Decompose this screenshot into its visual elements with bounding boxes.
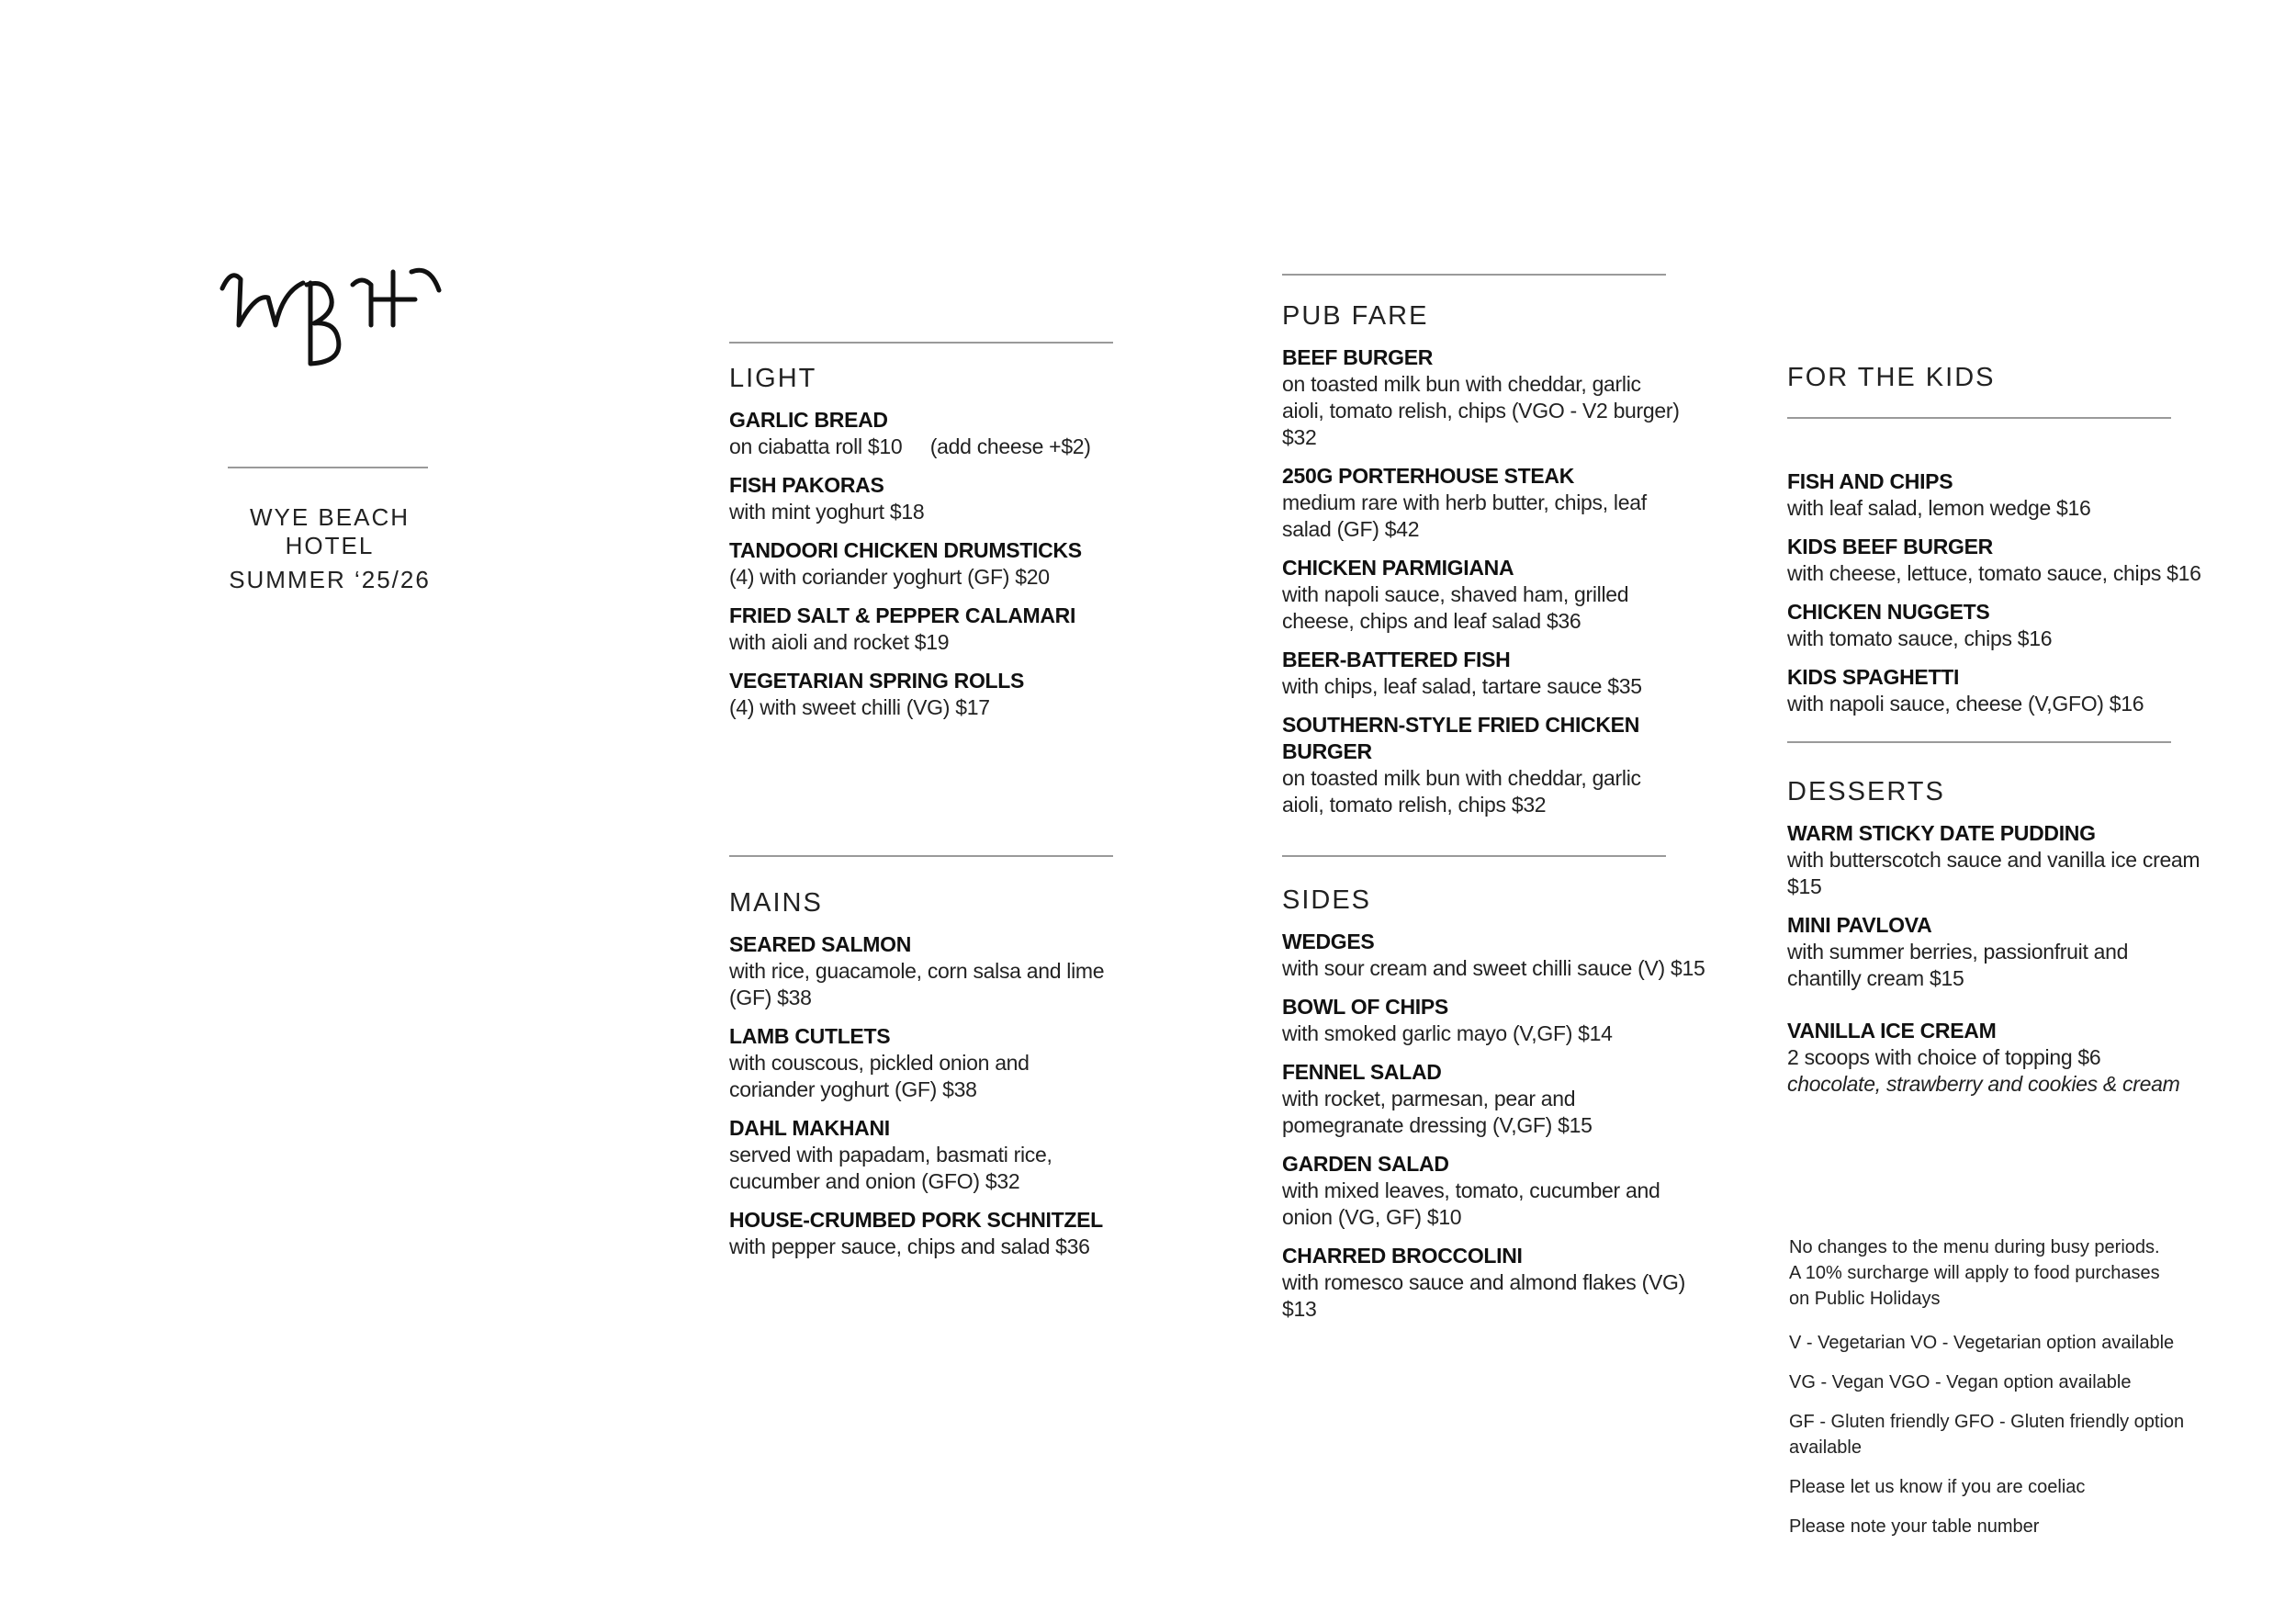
- item-name: GARLIC BREAD: [729, 408, 888, 432]
- legend-vegan: VG - Vegan VGO - Vegan option available: [1789, 1372, 2132, 1392]
- item-name: SEARED SALMON: [729, 932, 912, 956]
- section-mains: [729, 888, 1115, 1272]
- item-desc: with napoli sauce, shaved ham, grilled cheese, chips and leaf salad $36: [1282, 582, 1629, 633]
- item-desc: with mixed leaves, tomato, cucumber and onion (VG, GF) $10: [1282, 1178, 1660, 1229]
- item-desc: with rice, guacamole, corn salsa and lime (GF) $38: [729, 959, 1105, 1009]
- menu-notes: [1789, 1234, 2230, 1553]
- item-desc: (4) with coriander yoghurt (GF) $20: [729, 565, 1050, 589]
- menu-item: [729, 1115, 1115, 1195]
- item-desc: medium rare with herb butter, chips, leaf salad (GF) $42: [1282, 490, 1647, 541]
- legend-vegetarian: V - Vegetarian VO - Vegetarian option available: [1789, 1333, 2175, 1353]
- hotel-name: WYE BEACH HOTEL: [249, 503, 411, 559]
- item-name: CHARRED BROCCOLINI: [1282, 1244, 1523, 1268]
- menu-item: [1282, 1243, 1714, 1323]
- menu-item: [729, 1023, 1115, 1103]
- pub-fare-divider: [1282, 274, 1666, 276]
- section-title: SIDES: [1282, 885, 1372, 915]
- menu-item: [1282, 1059, 1714, 1139]
- item-desc: 2 scoops with choice of topping $6: [1787, 1045, 2101, 1069]
- item-name: VANILLA ICE CREAM: [1787, 1019, 1997, 1043]
- coeliac-note: Please let us know if you are coeliac: [1789, 1477, 2086, 1497]
- section-kids: [1787, 363, 2210, 729]
- sides-divider: [1282, 855, 1666, 857]
- item-name: BOWL OF CHIPS: [1282, 995, 1448, 1019]
- section-title: DESSERTS: [1787, 777, 1945, 806]
- item-desc: with romesco sauce and almond flakes (VG) $13: [1282, 1270, 1685, 1321]
- item-desc: with smoked garlic mayo (V,GF) $14: [1282, 1021, 1613, 1045]
- note-line: on Public Holidays: [1789, 1289, 1941, 1309]
- item-name: FRIED SALT & PEPPER CALAMARI: [729, 603, 1076, 627]
- menu-item: [1787, 664, 2210, 717]
- item-name: TANDOORI CHICKEN DRUMSTICKS: [729, 538, 1082, 562]
- item-name: KIDS SPAGHETTI: [1787, 665, 1960, 689]
- menu-item: [729, 668, 1152, 721]
- item-name: FISH PAKORAS: [729, 473, 884, 497]
- legend-gluten: GF - Gluten friendly GFO - Gluten friendly option available: [1789, 1412, 2185, 1458]
- item-desc: with sour cream and sweet chilli sauce (V) $15: [1282, 956, 1705, 980]
- section-desserts: [1787, 777, 2200, 1110]
- menu-item: [729, 603, 1152, 656]
- section-sides: [1282, 885, 1714, 1335]
- menu-item: [729, 537, 1152, 591]
- light-divider: [729, 342, 1113, 344]
- item-name: 250G PORTERHOUSE STEAK: [1282, 464, 1575, 488]
- section-title: FOR THE KIDS: [1787, 363, 1996, 392]
- item-desc: with mint yoghurt $18: [729, 500, 925, 524]
- item-name: GARDEN SALAD: [1282, 1152, 1449, 1176]
- item-name: KIDS BEEF BURGER: [1787, 535, 1993, 558]
- item-name: VEGETARIAN SPRING ROLLS: [729, 669, 1025, 693]
- section-title: MAINS: [729, 888, 823, 918]
- menu-item: [729, 931, 1115, 1011]
- desserts-divider: [1787, 741, 2171, 743]
- menu-item: [1282, 647, 1686, 700]
- item-name: WEDGES: [1282, 930, 1375, 953]
- item-name: BEEF BURGER: [1282, 345, 1434, 369]
- item-desc: with tomato sauce, chips $16: [1787, 626, 2053, 650]
- item-name: SOUTHERN-STYLE FRIED CHICKEN BURGER: [1282, 713, 1640, 763]
- section-light: [729, 364, 1152, 733]
- item-desc: with butterscotch sauce and vanilla ice cream $15: [1787, 848, 2200, 898]
- item-desc: with cheese, lettuce, tomato sauce, chips $16: [1787, 561, 2201, 585]
- item-name: HOUSE-CRUMBED PORK SCHNITZEL: [729, 1208, 1103, 1232]
- section-pub-fare: [1282, 301, 1686, 830]
- section-title: LIGHT: [729, 364, 817, 393]
- menu-item: [1787, 912, 2200, 992]
- item-name: BEER-BATTERED FISH: [1282, 648, 1511, 671]
- menu-item: [1282, 712, 1686, 818]
- mains-divider: [729, 855, 1113, 857]
- menu-item: [729, 1207, 1115, 1260]
- item-desc: with napoli sauce, cheese (V,GFO) $16: [1787, 692, 2144, 716]
- item-desc: with chips, leaf salad, tartare sauce $35: [1282, 674, 1642, 698]
- menu-item: [1787, 468, 2210, 522]
- item-desc: with summer berries, passionfruit and chantilly cream $15: [1787, 940, 2129, 990]
- item-desc: with pepper sauce, chips and salad $36: [729, 1234, 1090, 1258]
- item-name: FENNEL SALAD: [1282, 1060, 1442, 1084]
- item-name: DAHL MAKHANI: [729, 1116, 890, 1140]
- item-name: FISH AND CHIPS: [1787, 469, 1953, 493]
- wbh-logo-icon: [219, 257, 443, 373]
- item-desc: with leaf salad, lemon wedge $16: [1787, 496, 2091, 520]
- item-desc: with aioli and rocket $19: [729, 630, 950, 654]
- item-name: WARM STICKY DATE PUDDING: [1787, 821, 2096, 845]
- item-name: CHICKEN NUGGETS: [1787, 600, 1990, 624]
- table-number-note: Please note your table number: [1789, 1516, 2040, 1537]
- menu-item: [1282, 344, 1686, 451]
- item-desc: on ciabatta roll $10 (add cheese +$2): [729, 434, 1091, 458]
- item-desc: on toasted milk bun with cheddar, garlic aioli, tomato relish, chips $32: [1282, 766, 1641, 817]
- menu-item: [1787, 534, 2210, 587]
- brand-divider: [228, 467, 428, 468]
- item-desc: on toasted milk bun with cheddar, garlic aioli, tomato relish, chips (VGO - V2 burger) $32: [1282, 372, 1680, 449]
- policy-notes: [1789, 1234, 2230, 1312]
- item-name: MINI PAVLOVA: [1787, 913, 1932, 937]
- menu-item: [729, 407, 1152, 460]
- menu-item: [1282, 994, 1714, 1047]
- note-line: A 10% surcharge will apply to food purchases: [1789, 1263, 2160, 1283]
- item-desc: with couscous, pickled onion and coriander yoghurt (GF) $38: [729, 1051, 1030, 1101]
- menu-item: [729, 472, 1152, 525]
- menu-season: SUMMER ‘25/26: [229, 566, 431, 593]
- menu-item: [1787, 820, 2200, 900]
- item-topping-note: chocolate, strawberry and cookies & cream: [1787, 1072, 2180, 1096]
- menu-item: [1787, 1018, 2200, 1098]
- note-line: No changes to the menu during busy periods.: [1789, 1237, 2160, 1257]
- item-name: LAMB CUTLETS: [729, 1024, 891, 1048]
- menu-item: [1282, 555, 1686, 635]
- item-desc: served with papadam, basmati rice, cucumber and onion (GFO) $32: [729, 1143, 1052, 1193]
- menu-item: [1282, 929, 1714, 982]
- item-name: CHICKEN PARMIGIANA: [1282, 556, 1514, 580]
- section-title: PUB FARE: [1282, 301, 1429, 331]
- menu-item: [1282, 463, 1686, 543]
- menu-item: [1787, 599, 2210, 652]
- item-desc: with rocket, parmesan, pear and pomegranate dressing (V,GF) $15: [1282, 1087, 1593, 1137]
- item-desc: (4) with sweet chilli (VG) $17: [729, 695, 990, 719]
- menu-item: [1282, 1151, 1714, 1231]
